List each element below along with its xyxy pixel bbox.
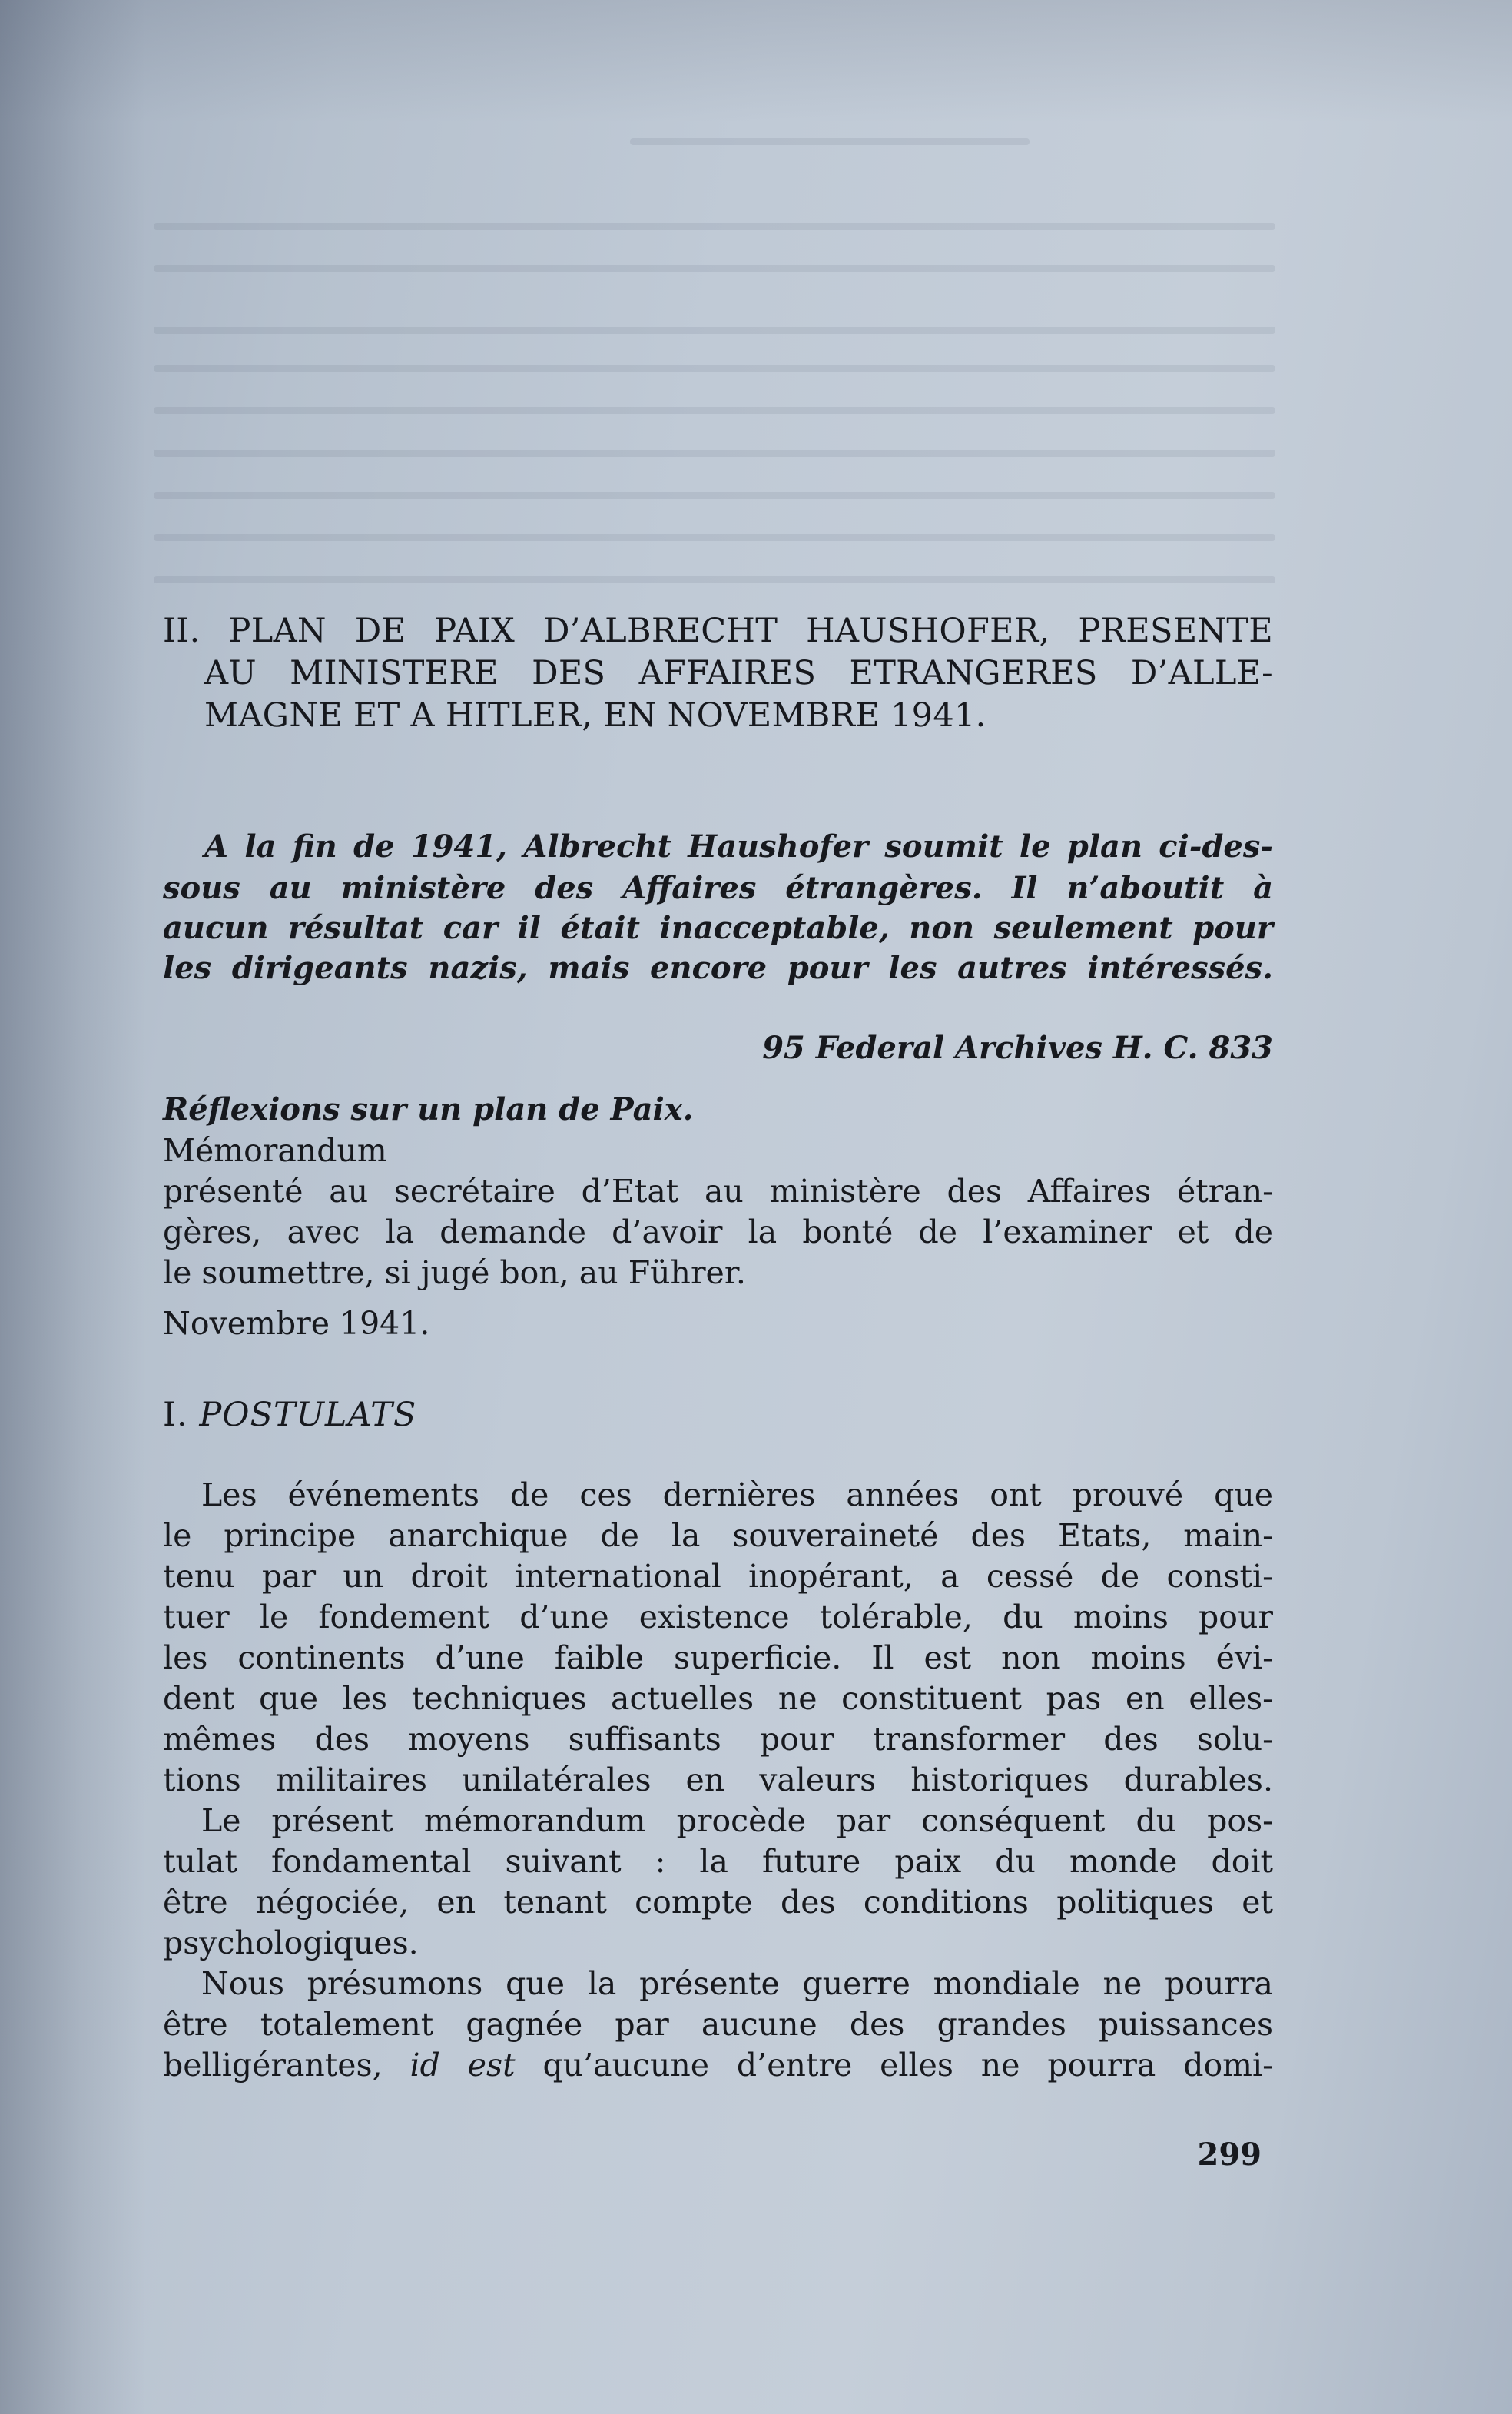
p1-line-2: le principe anarchique de la souveraineté des Etats, main-	[163, 1517, 1273, 1554]
memo-line-2: gères, avec la demande d’avoir la bonté de l’examiner et de	[163, 1214, 1273, 1250]
memo-title: Réflexions sur un plan de Paix.	[163, 1091, 694, 1127]
p1-line-8: tions militaires unilatérales en valeurs historiques durables.	[163, 1762, 1273, 1798]
section-number: I.	[163, 1396, 188, 1434]
heading-line-1: II. PLAN DE PAIX D’ALBRECHT HAUSHOFER, PRESENTE	[163, 612, 1273, 650]
p3-line-3	[163, 2047, 1273, 2084]
intro-line-2: sous au ministère des Affaires étrangères. Il n’aboutit à	[163, 870, 1273, 906]
p3-line-3-end: qu’aucune d’entre elles ne pourra domi-	[515, 2047, 1273, 2084]
p3-line-3-start: belligérantes,	[163, 2047, 410, 2084]
p2-line-4: psychologiques.	[163, 1924, 419, 1961]
p3-line-2: être totalement gagnée par aucune des grandes puissances	[163, 2006, 1273, 2043]
page-number: 299	[1197, 2137, 1262, 2173]
p1-line-1: Les événements de ces dernières années ont prouvé que	[201, 1476, 1273, 1513]
p2-line-1: Le présent mémorandum procède par conséquent du pos-	[201, 1802, 1273, 1839]
p1-line-3: tenu par un droit international inopérant, a cessé de consti-	[163, 1558, 1273, 1595]
heading-line-3: MAGNE ET A HITLER, EN NOVEMBRE 1941.	[204, 696, 986, 735]
memo-line-3: le soumettre, si jugé bon, au Führer.	[163, 1254, 746, 1291]
intro-line-3: aucun résultat car il était inacceptable, non seulement pour	[163, 910, 1273, 946]
memo-type: Mémorandum	[163, 1132, 387, 1169]
intro-line-1: A la fin de 1941, Albrecht Haushofer soumit le plan ci-des-	[204, 828, 1273, 865]
p3-line-3-italic: id est	[410, 2047, 516, 2084]
intro-line-4: les dirigeants nazis, mais encore pour les autres intéressés.	[163, 950, 1273, 986]
memo-line-1: présenté au secrétaire d’Etat au ministère des Affaires étran-	[163, 1173, 1273, 1210]
memo-date: Novembre 1941.	[163, 1305, 430, 1342]
p2-line-3: être négociée, en tenant compte des conditions politiques et	[163, 1884, 1273, 1921]
section-heading	[163, 1396, 417, 1434]
section-title: POSTULATS	[199, 1396, 417, 1434]
p1-line-7: mêmes des moyens suffisants pour transformer des solu-	[163, 1721, 1273, 1758]
p1-line-6: dent que les techniques actuelles ne constituent pas en elles-	[163, 1680, 1273, 1717]
p2-line-2: tulat fondamental suivant : la future paix du monde doit	[163, 1843, 1273, 1880]
archive-reference: 95 Federal Archives H. C. 833	[762, 1030, 1273, 1066]
p1-line-5: les continents d’une faible superficie. Il est non moins évi-	[163, 1639, 1273, 1676]
p3-line-1: Nous présumons que la présente guerre mondiale ne pourra	[201, 1965, 1273, 2002]
p1-line-4: tuer le fondement d’une existence tolérable, du moins pour	[163, 1599, 1273, 1635]
heading-line-2: AU MINISTERE DES AFFAIRES ETRANGERES D’ALLE-	[204, 654, 1273, 692]
